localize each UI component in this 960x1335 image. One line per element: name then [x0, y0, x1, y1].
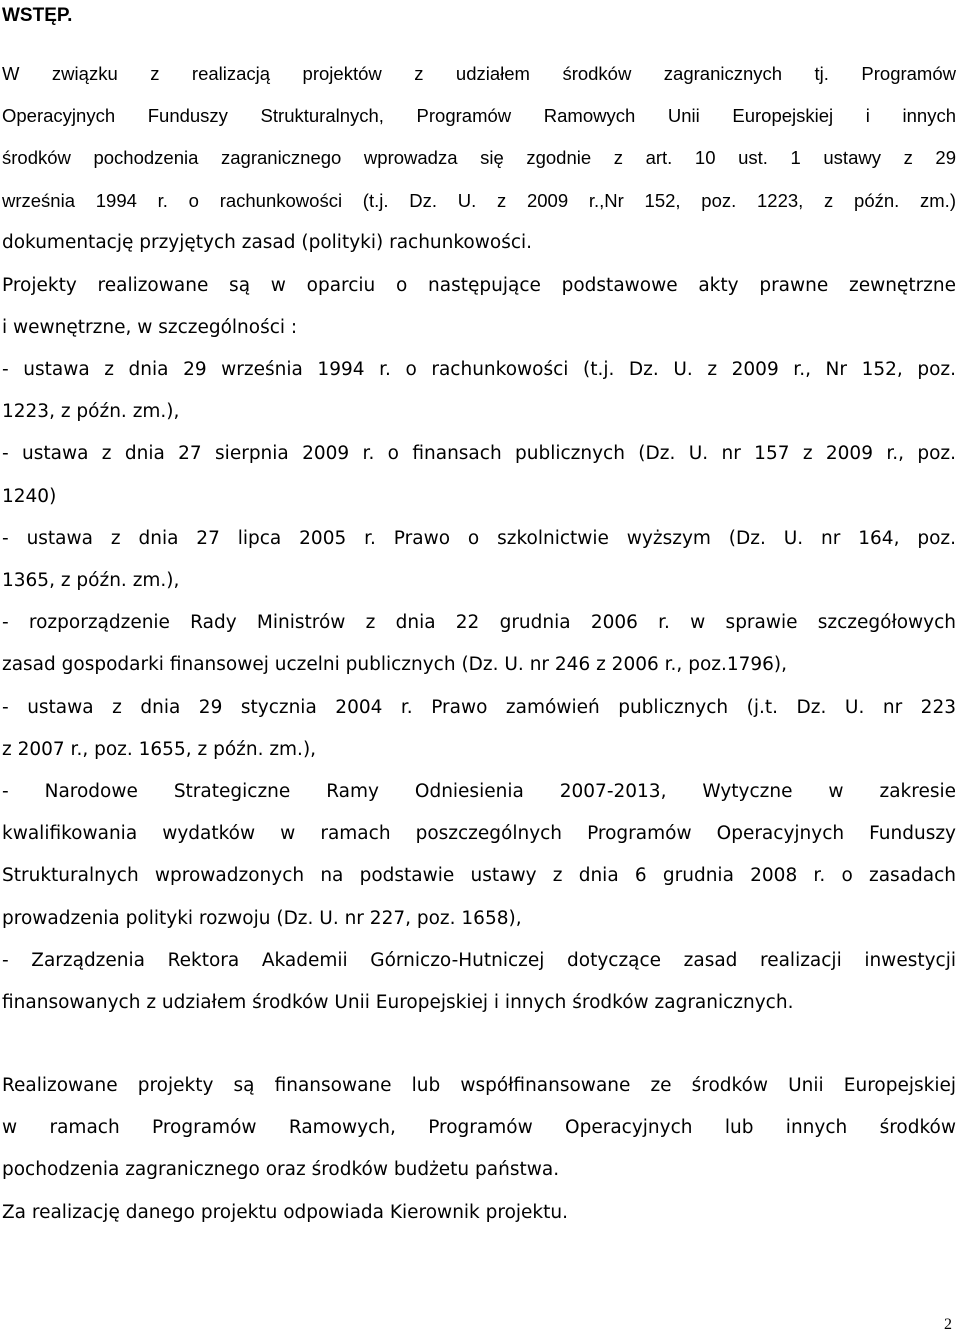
financing-line: w ramach Programów Ramowych, Programów Operacyjnych lub innych środków — [2, 1117, 956, 1139]
page-number: 2 — [944, 1316, 952, 1333]
list-item — [2, 349, 956, 433]
acts-intro-line: Projekty realizowane są w oparciu o następujące podstawowe akty prawne zewnętrzne — [2, 275, 956, 296]
section-heading: WSTĘP. — [2, 5, 73, 26]
list-item-line: finansowanych z udziałem środków Unii Europejskiej i innych środków zagranicznych. — [2, 992, 794, 1014]
acts-intro-paragraph — [2, 265, 956, 349]
list-item-line: - ustawa z dnia 29 września 1994 r. o rachunkowości (t.j. Dz. U. z 2009 r., Nr 152, poz. — [2, 359, 956, 380]
list-item — [2, 687, 956, 771]
list-item-line: - ustawa z dnia 27 sierpnia 2009 r. o finansach publicznych (Dz. U. nr 157 z 2009 r., poz. — [2, 443, 956, 465]
list-item — [2, 518, 956, 602]
responsibility-line: Za realizację danego projektu odpowiada Kierownik projektu. — [2, 1202, 569, 1223]
intro-paragraph-end — [2, 222, 956, 264]
list-item-line: - Zarządzenia Rektora Akademii Górniczo-Hutniczej dotyczące zasad realizacji inwestycji — [2, 949, 956, 971]
intro-paragraph — [2, 53, 956, 222]
list-item-line: 1223, z późn. zm.), — [2, 401, 180, 423]
financing-paragraph — [2, 1065, 956, 1192]
list-item — [2, 602, 956, 686]
responsibility-paragraph — [2, 1192, 956, 1234]
list-item-line: - ustawa z dnia 29 stycznia 2004 r. Prawo zamówień publicznych (j.t. Dz. U. nr 223 — [2, 696, 956, 718]
list-item-line: prowadzenia polityki rozwoju (Dz. U. nr 227, poz. 1658), — [2, 907, 522, 929]
financing-line: pochodzenia zagranicznego oraz środków budżetu państwa. — [2, 1159, 560, 1181]
list-item-line: zasad gospodarki finansowej uczelni publicznych (Dz. U. nr 246 z 2006 r., poz.1796), — [2, 654, 788, 676]
intro-line: września 1994 r. o rachunkowości (t.j. Dz. U. z 2009 r.,Nr 152, poz. 1223, z późn. zm.) — [2, 189, 956, 211]
list-item — [2, 433, 956, 517]
list-item-line: - ustawa z dnia 27 lipca 2005 r. Prawo o szkolnictwie wyższym (Dz. U. nr 164, poz. — [2, 527, 956, 549]
list-item — [2, 940, 956, 1024]
financing-line: Realizowane projekty są finansowane lub współfinansowane ze środków Unii Europejskiej — [2, 1075, 956, 1096]
list-item-line: - Narodowe Strategiczne Ramy Odniesienia 2007-2013, Wytyczne w zakresie — [2, 781, 956, 803]
list-item-line: 1365, z późn. zm.), — [2, 570, 180, 592]
intro-line: Operacyjnych Funduszy Strukturalnych, Programów Ramowych Unii Europejskiej i innych — [2, 105, 956, 127]
list-item-line: Strukturalnych wprowadzonych na podstawie ustawy z dnia 6 grudnia 2008 r. o zasadach — [2, 865, 956, 887]
list-item-line: - rozporządzenie Rady Ministrów z dnia 22 grudnia 2006 r. w sprawie szczegółowych — [2, 612, 956, 634]
intro-line: środków pochodzenia zagranicznego wprowadza się zgodnie z art. 10 ust. 1 ustawy z 29 — [2, 147, 956, 169]
acts-intro-line: i wewnętrzne, w szczególności : — [2, 317, 298, 339]
list-item-line: kwalifikowania wydatków w ramach poszczególnych Programów Operacyjnych Funduszy — [2, 823, 956, 845]
intro-line: W związku z realizacją projektów z udziałem środków zagranicznych tj. Programów — [2, 63, 956, 84]
list-item-line: 1240) — [2, 485, 57, 507]
list-item-line: z 2007 r., poz. 1655, z późn. zm.), — [2, 738, 317, 760]
list-item — [2, 771, 956, 940]
acts-list — [2, 349, 956, 1024]
intro-line: dokumentację przyjętych zasad (polityki) rachunkowości. — [2, 232, 533, 253]
